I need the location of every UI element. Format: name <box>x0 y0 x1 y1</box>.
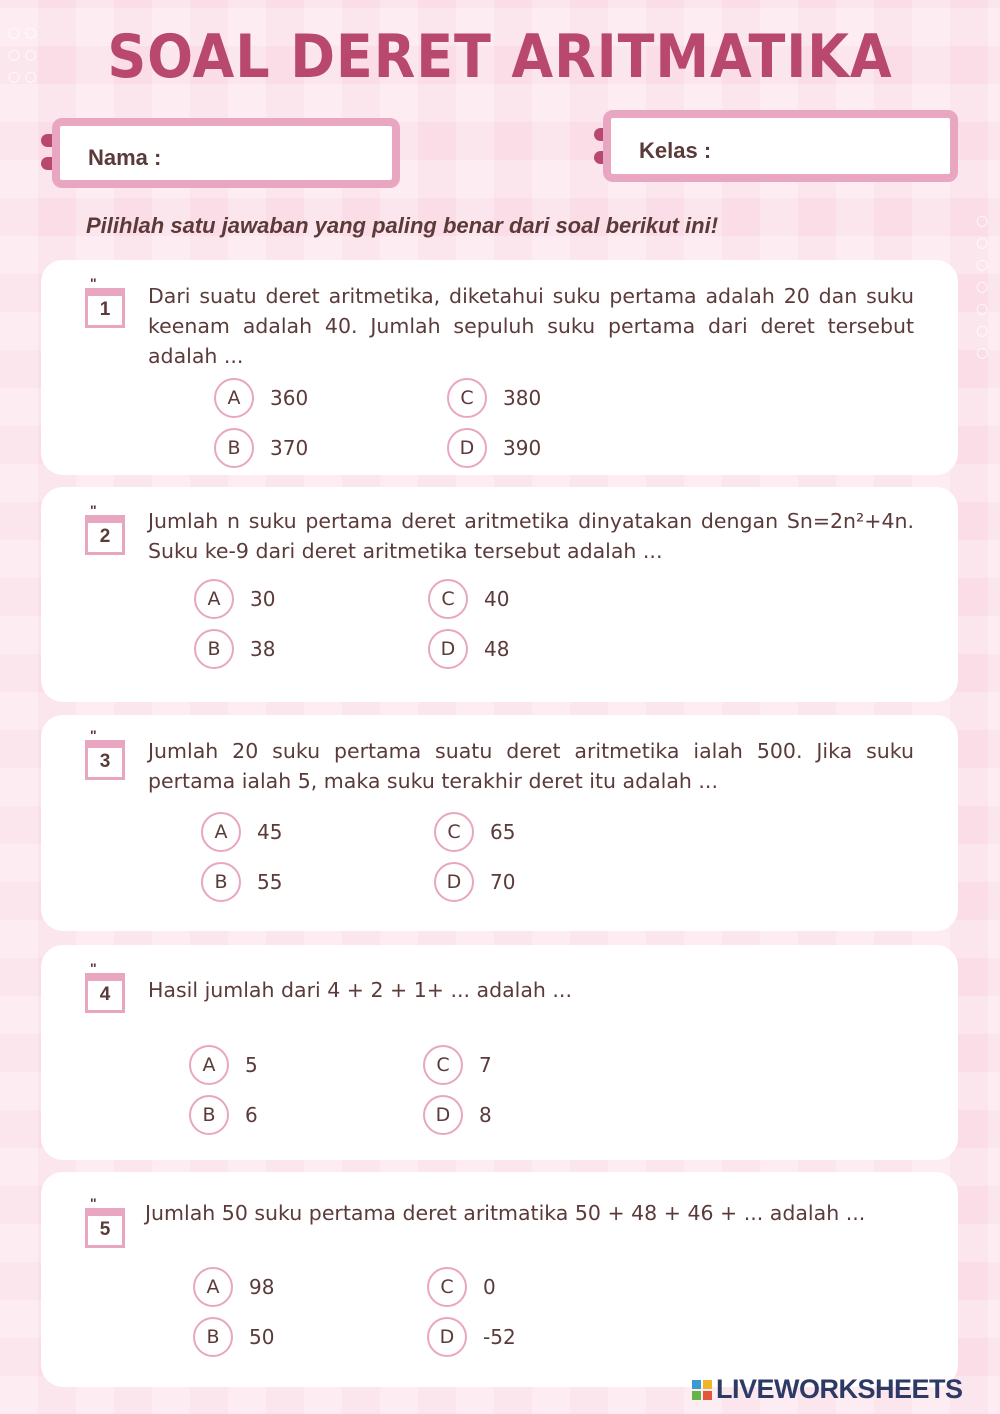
option-value: 380 <box>503 386 542 410</box>
question-number-badge: " 2 <box>85 515 125 555</box>
option-d[interactable] <box>423 1095 492 1135</box>
question-text: Hasil jumlah dari 4 + 2 + 1+ ... adalah ... <box>148 978 572 1002</box>
decorative-dots: ○ ○ ○ ○ ○ ○ <box>8 25 37 85</box>
option-letter: C <box>427 1267 467 1307</box>
option-letter: C <box>423 1045 463 1085</box>
option-c[interactable] <box>434 812 515 852</box>
option-letter: C <box>428 579 468 619</box>
option-b[interactable] <box>201 862 282 902</box>
option-value: 370 <box>270 436 309 460</box>
option-value: 0 <box>483 1275 496 1299</box>
option-d[interactable] <box>434 862 515 902</box>
option-value: 360 <box>270 386 309 410</box>
instruction-text: Pilihlah satu jawaban yang paling benar dari soal berikut ini! <box>86 213 719 238</box>
option-letter: D <box>447 428 487 468</box>
option-value: 390 <box>503 436 542 460</box>
option-letter: B <box>193 1317 233 1357</box>
question-text: Dari suatu deret aritmetika, diketahui suku pertama adalah 20 dan suku keenam adalah 40. Jumlah sepuluh suku pertama dari deret tersebut adalah ... <box>148 284 914 368</box>
question-card-5 <box>41 1172 958 1387</box>
question-card-1 <box>41 260 958 475</box>
option-value: 8 <box>479 1103 492 1127</box>
option-letter: D <box>434 862 474 902</box>
option-letter: B <box>189 1095 229 1135</box>
option-value: 7 <box>479 1053 492 1077</box>
option-value: 65 <box>490 820 516 844</box>
option-letter: A <box>194 579 234 619</box>
option-value: -52 <box>483 1325 516 1349</box>
question-text: Jumlah 20 suku pertama suatu deret aritmetika ialah 500. Jika suku pertama ialah 5, maka suku terakhir deret itu adalah ... <box>148 739 914 793</box>
question-number-badge: " 1 <box>85 288 125 328</box>
option-letter: A <box>193 1267 233 1307</box>
option-a[interactable] <box>214 378 308 418</box>
option-c[interactable] <box>427 1267 496 1307</box>
nama-field[interactable] <box>52 118 400 188</box>
option-c[interactable] <box>447 378 541 418</box>
question-number-badge: " 3 <box>85 740 125 780</box>
logo-grid-icon <box>692 1380 712 1400</box>
question-number-badge: " 4 <box>85 973 125 1013</box>
option-letter: A <box>214 378 254 418</box>
option-value: 98 <box>249 1275 275 1299</box>
liveworksheets-logo[interactable] <box>692 1374 963 1405</box>
question-card-4 <box>41 945 958 1160</box>
option-letter: B <box>201 862 241 902</box>
kelas-label: Kelas : <box>639 138 712 163</box>
option-a[interactable] <box>194 579 275 619</box>
question-number-badge: " 5 <box>85 1208 125 1248</box>
question-text: Jumlah n suku pertama deret aritmetika dinyatakan dengan Sn=2n²+4n. Suku ke-9 dari deret aritmetika tersebut adalah ... <box>148 509 914 563</box>
option-letter: A <box>189 1045 229 1085</box>
option-value: 50 <box>249 1325 275 1349</box>
option-letter: D <box>423 1095 463 1135</box>
option-c[interactable] <box>428 579 509 619</box>
question-card-3 <box>41 715 958 931</box>
option-a[interactable] <box>201 812 282 852</box>
option-b[interactable] <box>214 428 308 468</box>
kelas-field[interactable] <box>603 110 958 182</box>
option-letter: D <box>427 1317 467 1357</box>
option-c[interactable] <box>423 1045 492 1085</box>
option-a[interactable] <box>193 1267 274 1307</box>
option-b[interactable] <box>189 1095 258 1135</box>
nama-label: Nama : <box>88 145 162 170</box>
option-d[interactable] <box>428 629 509 669</box>
option-letter: C <box>447 378 487 418</box>
option-letter: A <box>201 812 241 852</box>
option-letter: D <box>428 629 468 669</box>
option-letter: B <box>214 428 254 468</box>
option-b[interactable] <box>193 1317 274 1357</box>
option-value: 48 <box>484 637 510 661</box>
option-value: 6 <box>245 1103 258 1127</box>
page-title: SOAL DERET ARITMATIKA <box>107 22 893 92</box>
option-value: 5 <box>245 1053 258 1077</box>
option-b[interactable] <box>194 629 275 669</box>
logo-text: LIVEWORKSHEETS <box>716 1374 963 1404</box>
option-value: 55 <box>257 870 283 894</box>
option-value: 38 <box>250 637 276 661</box>
option-letter: B <box>194 629 234 669</box>
option-d[interactable] <box>447 428 541 468</box>
option-d[interactable] <box>427 1317 516 1357</box>
option-value: 40 <box>484 587 510 611</box>
option-value: 70 <box>490 870 516 894</box>
question-card-2 <box>41 487 958 702</box>
option-a[interactable] <box>189 1045 258 1085</box>
decorative-dots: ○ ○ ○ ○ ○ ○ ○ <box>976 213 989 361</box>
option-value: 45 <box>257 820 283 844</box>
option-letter: C <box>434 812 474 852</box>
option-value: 30 <box>250 587 276 611</box>
question-text: Jumlah 50 suku pertama deret aritmatika 50 + 48 + 46 + ... adalah ... <box>145 1201 866 1225</box>
